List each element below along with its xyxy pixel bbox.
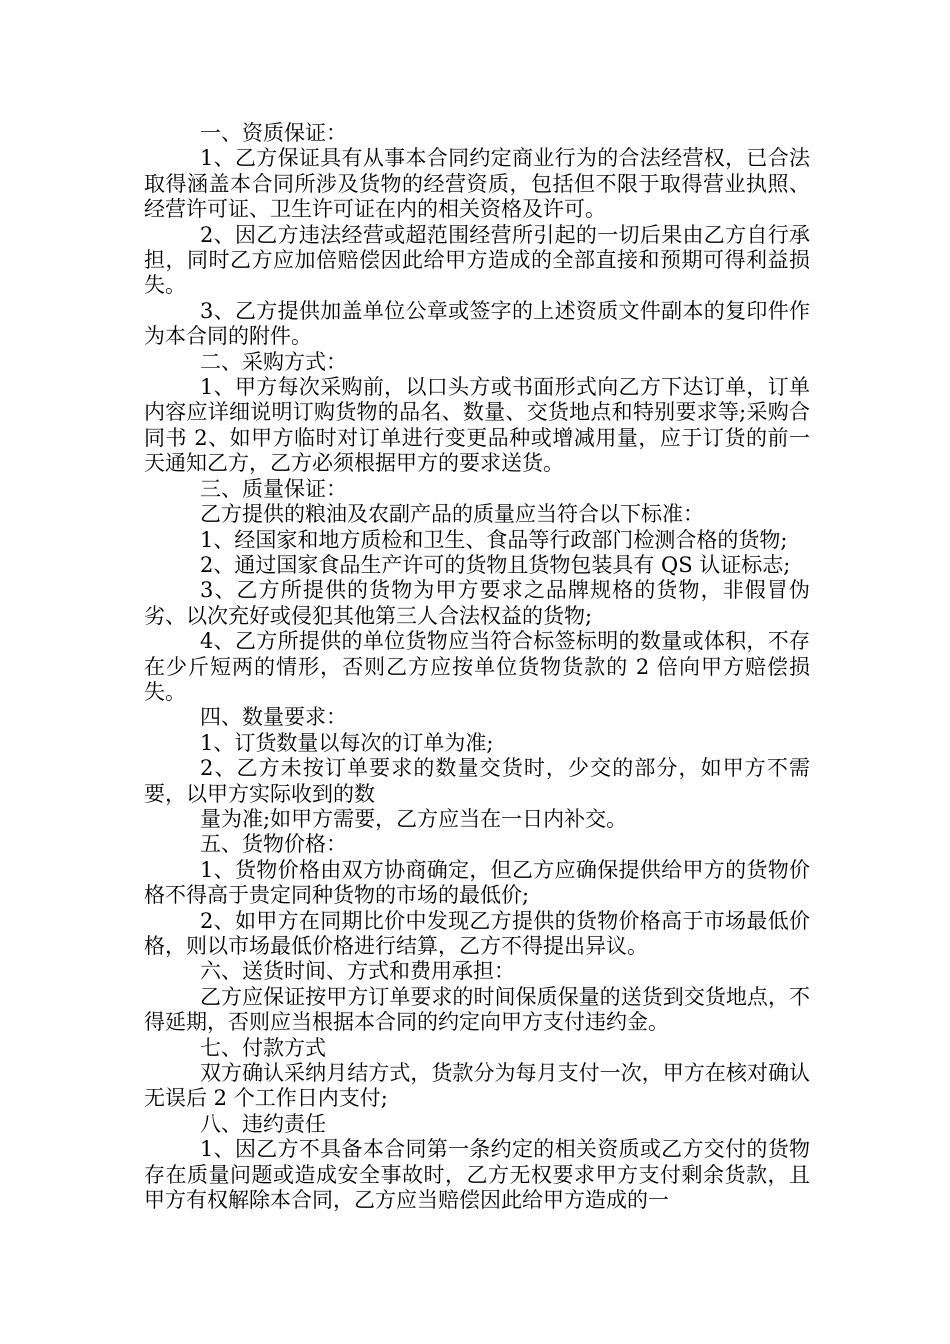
paragraph: 1、乙方保证具有从事本合同约定商业行为的合法经营权，已合法取得涵盖本合同所涉及货物的经营资质，包括但不限于取得营业执照、经营许可证、卫生许可证在内的相关资格及许可。 [144, 146, 810, 222]
section-heading: 三、质量保证： [200, 476, 347, 501]
paragraph: 2、通过国家食品生产许可的货物且货物包装具有 QS 认证标志; [200, 552, 791, 577]
section-heading: 五、货物价格： [200, 832, 347, 857]
paragraph: 2、如甲方在同期比价中发现乙方提供的货物价格高于市场最低价格，则以市场最低价格进行结算，乙方不得提出异议。 [144, 908, 810, 958]
paragraph: 乙方应保证按甲方订单要求的时间保质保量的送货到交货地点，不得延期，否则应当根据本合同的约定向甲方支付违约金。 [144, 984, 810, 1035]
paragraph: 1、订货数量以每次的订单为准; [200, 730, 494, 755]
section-heading: 一、资质保证： [200, 121, 347, 145]
paragraph: 双方确认采纳月结方式，货款分为每月支付一次，甲方在核对确认无误后 2 个工作日内支付; [144, 1061, 810, 1111]
paragraph: 1、甲方每次采购前，以口头方或书面形式向乙方下达订单，订单内容应详细说明订购货物的品名、数量、交货地点和特别要求等;采购合同书 2、如甲方临时对订单进行变更品种或增减用量，应于订货的前一天通知乙方，乙方必须根据甲方的要求送货。 [144, 375, 810, 476]
section-heading: 二、采购方式： [200, 349, 347, 374]
paragraph: 1、因乙方不具备本合同第一条约定的相关资质或乙方交付的货物存在质量问题或造成安全事故时，乙方无权要求甲方支付剩余货款，且甲方有权解除本合同，乙方应当赔偿因此给甲方造成的一 [144, 1137, 810, 1213]
section-heading: 六、送货时间、方式和费用承担： [200, 959, 515, 984]
paragraph: 3、乙方提供加盖单位公章或签字的上述资质文件副本的复印件作为本合同的附件。 [144, 298, 810, 349]
paragraph: 3、乙方所提供的货物为甲方要求之品牌规格的货物，非假冒伪劣、以次充好或侵犯其他第三人合法权益的货物; [144, 578, 810, 628]
paragraph: 量为准;如甲方需要，乙方应当在一日内补交。 [200, 806, 628, 831]
document-body [144, 121, 810, 1213]
paragraph: 1、货物价格由双方协商确定，但乙方应确保提供给甲方的货物价格不得高于贵定同种货物的市场的最低价; [144, 857, 810, 908]
section-heading: 四、数量要求： [200, 705, 347, 730]
paragraph: 2、乙方未按订单要求的数量交货时，少交的部分，如甲方不需要，以甲方实际收到的数 [144, 756, 810, 806]
section-heading: 七、付款方式 [200, 1035, 326, 1060]
paragraph: 乙方提供的粮油及农副产品的质量应当符合以下标准： [200, 502, 704, 527]
paragraph: 1、经国家和地方质检和卫生、食品等行政部门检测合格的货物; [200, 527, 788, 552]
paragraph: 4、乙方所提供的单位货物应当符合标签标明的数量或体积，不存在少斤短两的情形，否则乙方应按单位货物货款的 2 倍向甲方赔偿损失。 [144, 629, 810, 704]
paragraph: 2、因乙方违法经营或超范围经营所引起的一切后果由乙方自行承担，同时乙方应加倍赔偿因此给甲方造成的全部直接和预期可得利益损失。 [144, 222, 810, 298]
section-heading: 八、违约责任 [200, 1111, 326, 1136]
